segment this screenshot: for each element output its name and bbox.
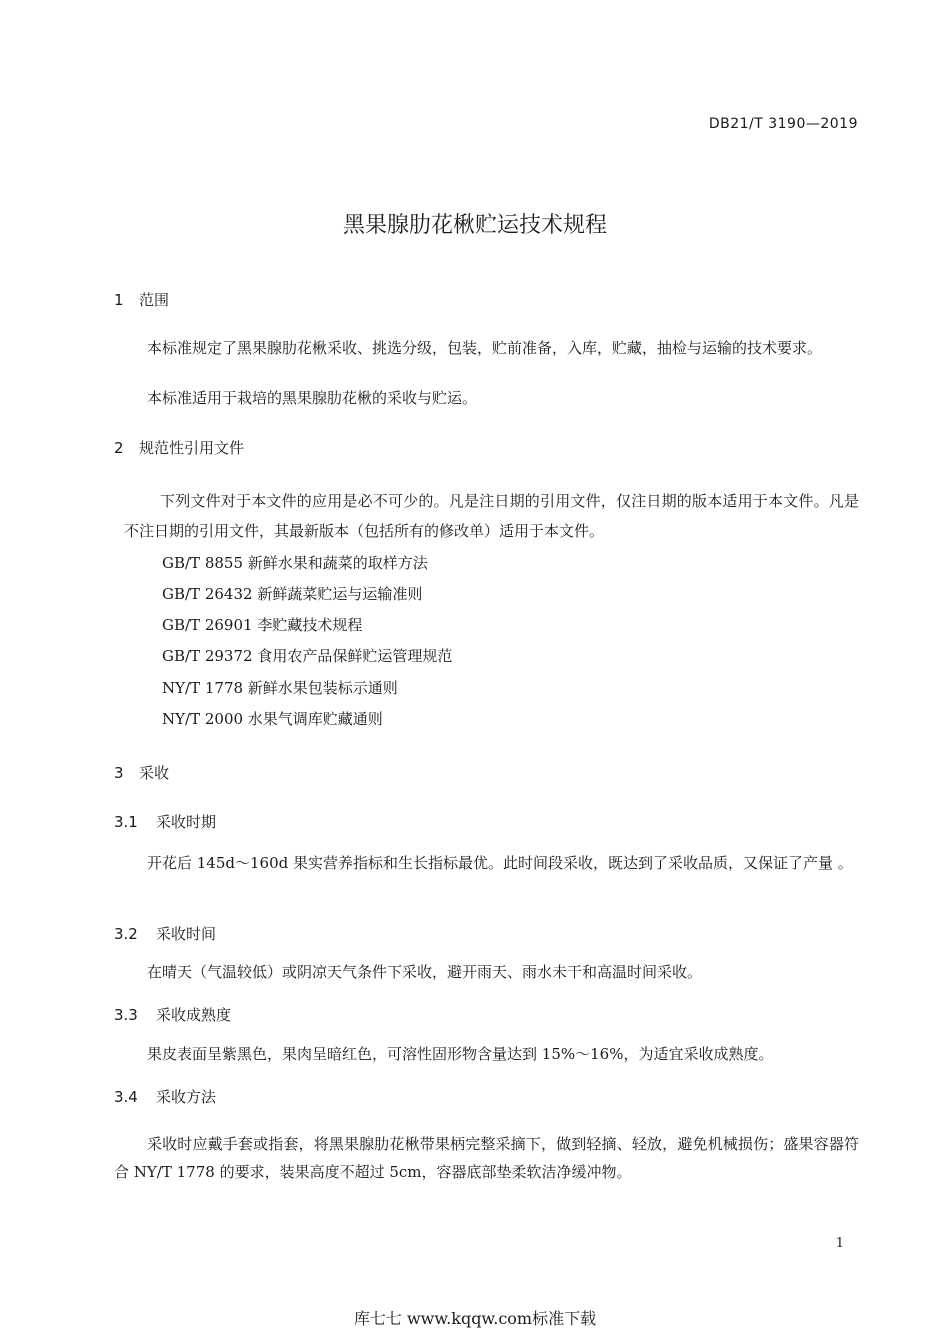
reference-item: GB/T 29372 食用农产品保鲜贮运管理规范 bbox=[162, 647, 453, 665]
subsection-number: 3.1 bbox=[114, 813, 138, 831]
section-title: 范围 bbox=[139, 291, 170, 309]
scope-paragraph-1: 本标准规定了黑果腺肋花楸采收、挑选分级，包装，贮前准备，入库，贮藏，抽检与运输的技术要求。 bbox=[147, 339, 823, 357]
subsection-3-2-heading bbox=[114, 923, 216, 944]
subsection-title: 采收方法 bbox=[156, 1088, 217, 1106]
scope-paragraph-2: 本标准适用于栽培的黑果腺肋花楸的采收与贮运。 bbox=[147, 389, 478, 407]
subsection-3-4-heading bbox=[114, 1086, 216, 1107]
harvest-method-text: 采收时应戴手套或指套，将黑果腺肋花楸带果柄完整采摘下，做到轻摘、轻放，避免机械损伤；盛果容器符合 NY/T 1778 的要求，装果高度不超过 5cm，容器底部垫柔软洁净缓冲物。 bbox=[114, 1135, 859, 1181]
section-2-heading bbox=[114, 437, 244, 458]
section-number: 1 bbox=[114, 291, 124, 309]
harvest-period-text: 开花后 145d～160d 果实营养指标和生长指标最优。此时间段采收，既达到了采收品质，又保证了产量 。 bbox=[147, 854, 853, 872]
references-intro: 下列文件对于本文件的应用是必不可少的。凡是注日期的引用文件，仅注日期的版本适用于本文件。凡是不注日期的引用文件，其最新版本（包括所有的修改单）适用于本文件。 bbox=[124, 492, 859, 540]
section-number: 3 bbox=[114, 764, 124, 782]
section-number: 2 bbox=[114, 439, 124, 457]
document-title: 黑果腺肋花楸贮运技术规程 bbox=[342, 213, 607, 238]
section-title: 采收 bbox=[139, 764, 170, 782]
page-number: 1 bbox=[835, 1236, 844, 1251]
reference-item: GB/T 26901 李贮藏技术规程 bbox=[162, 616, 363, 634]
subsection-3-3-heading bbox=[114, 1004, 231, 1025]
reference-item: GB/T 8855 新鲜水果和蔬菜的取样方法 bbox=[162, 554, 428, 572]
reference-item: NY/T 1778 新鲜水果包装标示通则 bbox=[162, 679, 398, 697]
subsection-title: 采收时间 bbox=[156, 925, 217, 943]
harvest-time-text: 在晴天（气温较低）或阴凉天气条件下采收，避开雨天、雨水未干和高温时间采收。 bbox=[147, 963, 703, 981]
footer-watermark: 库七七 www.kqqw.com标准下载 bbox=[353, 1309, 597, 1328]
subsection-number: 3.4 bbox=[114, 1088, 138, 1106]
subsection-title: 采收时期 bbox=[156, 813, 217, 831]
standard-code: DB21/T 3190—2019 bbox=[708, 116, 858, 132]
reference-item: NY/T 2000 水果气调库贮藏通则 bbox=[162, 710, 383, 728]
section-title: 规范性引用文件 bbox=[139, 439, 245, 457]
section-3-heading bbox=[114, 762, 169, 783]
subsection-title: 采收成熟度 bbox=[156, 1006, 232, 1024]
section-1-heading bbox=[114, 289, 169, 310]
reference-item: GB/T 26432 新鲜蔬菜贮运与运输准则 bbox=[162, 585, 423, 603]
subsection-number: 3.3 bbox=[114, 1006, 138, 1024]
subsection-number: 3.2 bbox=[114, 925, 138, 943]
subsection-3-1-heading bbox=[114, 811, 216, 832]
maturity-text: 果皮表面呈紫黑色，果肉呈暗红色，可溶性固形物含量达到 15%～16%，为适宜采收成熟度。 bbox=[147, 1045, 774, 1063]
